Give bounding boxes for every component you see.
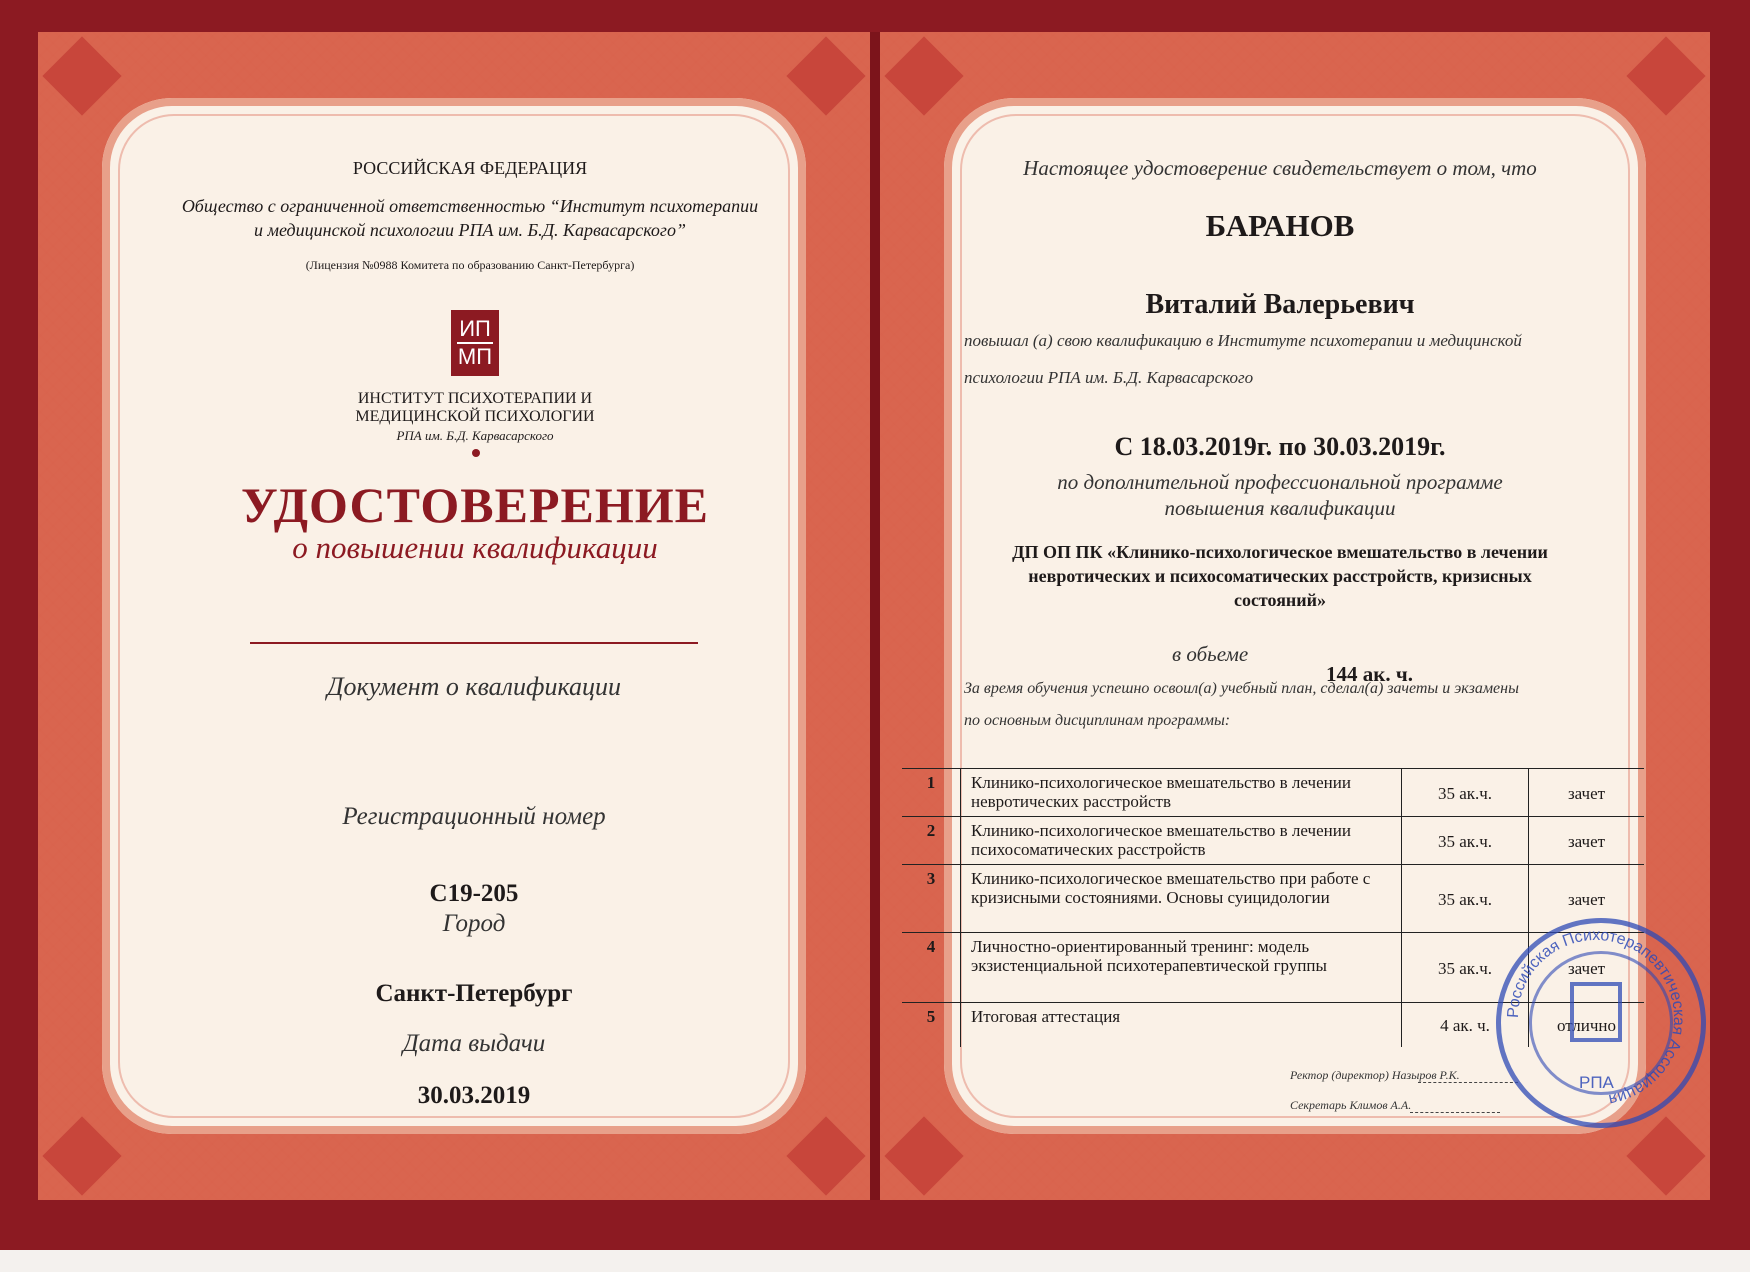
discipline-hours: 35 ак.ч. [1402, 817, 1529, 865]
discipline-result: зачет [1567, 832, 1606, 851]
discipline-name: Клинико-психологическое вмешательство в лечении невротических расстройств [961, 769, 1402, 817]
study-text-1: За время обучения успешно освоил(а) учебный план, сделал(а) зачеты и экзамены [964, 680, 1519, 697]
discipline-name: Клинико-психологическое вмешательство в лечении психосоматических расстройств [961, 817, 1402, 865]
row-number: 5 [902, 1003, 961, 1047]
divider-line [250, 642, 698, 644]
ornament-corner [884, 36, 963, 115]
org-line-1: Общество с ограниченной ответственностью “Институт психотерапии [181, 196, 759, 216]
document-type: Документ о квалификации [327, 672, 621, 701]
spine [870, 32, 880, 1200]
discipline-hours: 35 ак.ч. [1402, 769, 1529, 817]
ornament-corner [42, 1116, 121, 1195]
given-name: Виталий Валерьевич [1145, 289, 1415, 320]
issue-date: 30.03.2019 [417, 1082, 531, 1109]
city-label: Город [442, 910, 506, 937]
institute-logo [451, 310, 499, 376]
rector-signature-line: Ректор (директор) Назыров Р.К. [1290, 1068, 1460, 1082]
license: (Лицензия №0988 Комитета по образованию Санкт-Петербурга) [305, 258, 635, 272]
program-name-1: ДП ОП ПК «Клинико-психологическое вмешательство в лечении [1012, 542, 1548, 562]
discipline-name: Личностно-ориентированный тренинг: модель экзистенциальной психотерапевтической группы [961, 933, 1402, 1003]
registration-label: Регистрационный номер [342, 803, 606, 830]
qualification-text-1: повышал (а) свою квалификацию в Институте психотерапии и медицинской [964, 331, 1522, 350]
discipline-hours: 35 ак.ч. [1402, 865, 1529, 933]
secretary-signature-dash [1410, 1112, 1500, 1113]
discipline-name: Итоговая аттестация [961, 1003, 1402, 1047]
row-number: 2 [902, 817, 961, 865]
discipline-result: отлично [1556, 1016, 1616, 1036]
program-label-1: по дополнительной профессиональной программе [1057, 470, 1503, 494]
logo-top: ИП [459, 316, 491, 341]
surname: БАРАНОВ [1205, 208, 1355, 243]
ornament-corner [786, 1116, 865, 1195]
table-row [902, 817, 1644, 865]
org-line-2: и медицинской психологии РПА им. Б.Д. Карвасарского” [254, 220, 686, 240]
row-number: 4 [902, 933, 961, 1003]
program-name-3: состояний» [1233, 590, 1327, 610]
study-text-2: по основным дисциплинам программы: [964, 712, 1231, 729]
discipline-result: зачет [1567, 959, 1606, 978]
bullet-dot [472, 449, 480, 457]
study-period: С 18.03.2019г. по 30.03.2019г. [1114, 432, 1446, 461]
program-name-2: невротических и психосоматических расстройств, кризисных [1028, 566, 1532, 586]
secretary-signature-line: Секретарь Климов А.А. [1290, 1098, 1412, 1112]
ornament-corner [42, 36, 121, 115]
qualification-text-2: психологии РПА им. Б.Д. Карвасарского [964, 368, 1254, 387]
discipline-hours: 35 ак.ч. [1402, 933, 1529, 1003]
issue-date-label: Дата выдачи [402, 1030, 546, 1057]
ornament-corner [1626, 36, 1705, 115]
institute-line-2: МЕДИЦИНСКОЙ ПСИХОЛОГИИ [355, 408, 595, 425]
stamp-text: Российская Психотерапевтическая Ассоциация [1504, 926, 1688, 1108]
ornament-corner [1626, 1116, 1705, 1195]
country: РОССИЙСКАЯ ФЕДЕРАЦИЯ [352, 158, 588, 178]
row-number: 1 [902, 769, 961, 817]
intro-text: Настоящее удостоверение свидетельствует о том, что [1023, 156, 1537, 180]
left-inner-panel [102, 98, 806, 1134]
program-label-2: повышения квалификации [1164, 496, 1396, 520]
stamp-emblem [1572, 984, 1620, 1040]
row-number: 3 [902, 865, 961, 933]
ornament-corner [884, 1116, 963, 1195]
official-stamp [1496, 918, 1706, 1128]
discipline-result: зачет [1567, 890, 1606, 909]
discipline-hours: 4 ак. ч. [1402, 1003, 1529, 1047]
certificate-subtitle: о повышении квалификации [292, 530, 658, 565]
volume-hours: 144 ак. ч. [1326, 662, 1413, 686]
discipline-name: Клинико-психологическое вмешательство при работе с кризисными состояниями. Основы суицидологии [961, 865, 1402, 933]
institute-line-3: РПА им. Б.Д. Карвасарского [396, 428, 554, 443]
volume-label: в обьеме [1172, 642, 1249, 666]
city: Санкт-Петербург [375, 980, 573, 1007]
discipline-result: зачет [1567, 784, 1606, 803]
logo-bottom: МП [457, 344, 493, 369]
ornament-corner [786, 36, 865, 115]
institute-line-1: ИНСТИТУТ ПСИХОТЕРАПИИ И [357, 390, 593, 407]
table-row [902, 769, 1644, 817]
certificate-title: УДОСТОВЕРЕНИЕ [241, 477, 709, 533]
stamp-center-text: РПА [1579, 1073, 1614, 1092]
registration-number: С19-205 [429, 880, 519, 907]
